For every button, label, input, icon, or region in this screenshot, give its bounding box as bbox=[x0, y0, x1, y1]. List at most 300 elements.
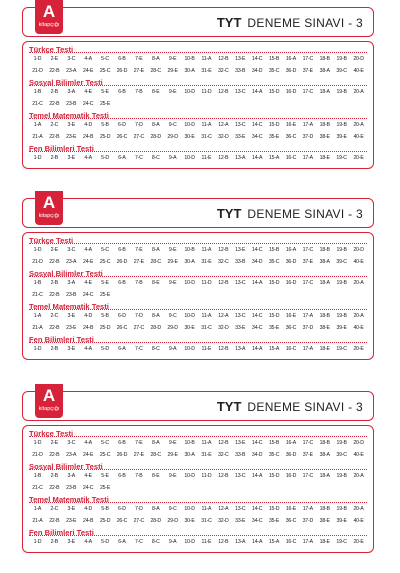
answer-item: 6-B bbox=[118, 89, 126, 95]
answer-item: 7-C bbox=[134, 155, 143, 161]
answer-item: 35-C bbox=[268, 258, 280, 265]
answer-item: 15-A bbox=[268, 346, 280, 352]
answer-item: 8-A bbox=[152, 313, 160, 319]
answer-item: 8-E bbox=[152, 280, 160, 286]
answer-item: 20-D bbox=[353, 56, 364, 62]
answer-grid bbox=[29, 537, 367, 549]
answer-item: 33-B bbox=[235, 451, 246, 458]
answer-item: 6-A bbox=[118, 539, 126, 545]
answer-item: 35-C bbox=[268, 451, 280, 458]
answer-item: 24-B bbox=[83, 324, 94, 331]
answer-item: 37-E bbox=[302, 258, 313, 265]
answer-item: 20-E bbox=[353, 539, 364, 545]
answer-item: 22-B bbox=[49, 291, 60, 298]
answer-item: 25-C bbox=[99, 258, 111, 265]
answer-item: 5-B bbox=[101, 122, 109, 128]
answer-item: 17-A bbox=[302, 506, 313, 512]
answer-item: 14-C bbox=[251, 313, 263, 319]
answer-item: 13-C bbox=[235, 89, 246, 95]
answer-item: 5-C bbox=[101, 440, 109, 446]
answer-item: 14-A bbox=[252, 155, 263, 161]
answer-item: 15-D bbox=[268, 506, 280, 512]
answer-item: 38-A bbox=[319, 67, 330, 74]
answer-item: 14-C bbox=[251, 440, 263, 446]
answer-item: 1-D bbox=[33, 155, 42, 161]
answer-item: 8-A bbox=[152, 56, 160, 62]
answer-item: 16-E bbox=[285, 122, 297, 128]
section-sosyal bbox=[29, 77, 367, 110]
answer-item: 33-E bbox=[235, 133, 246, 140]
answer-key-block-2 bbox=[22, 193, 374, 360]
answer-item: 22-B bbox=[49, 133, 60, 140]
answer-item: 39-E bbox=[336, 517, 347, 524]
answer-item: 12-B bbox=[218, 280, 229, 286]
answer-item: 5-E bbox=[101, 89, 109, 95]
answer-item: 14-A bbox=[252, 539, 263, 545]
answer-item: 21-A bbox=[32, 133, 43, 140]
answer-item: 37-D bbox=[302, 517, 314, 524]
answer-item: 3-E bbox=[67, 313, 75, 319]
answer-item: 12-B bbox=[218, 346, 229, 352]
answer-item: 2-C bbox=[50, 506, 59, 512]
answer-item: 9-A bbox=[168, 155, 177, 161]
answer-grid bbox=[29, 153, 367, 165]
answer-item: 14-A bbox=[252, 346, 263, 352]
answer-item: 37-D bbox=[302, 324, 314, 331]
answer-item: 24-C bbox=[82, 484, 94, 491]
answer-item: 28-D bbox=[150, 324, 161, 331]
answer-item: 11-D bbox=[201, 473, 212, 479]
answer-item: 19-B bbox=[336, 280, 347, 286]
answer-item: 30-A bbox=[184, 258, 195, 265]
answer-item: 19-B bbox=[336, 122, 347, 128]
answer-item: 11-D bbox=[201, 89, 212, 95]
answer-item: 20-A bbox=[353, 89, 364, 95]
answer-item: 23-A bbox=[66, 258, 77, 265]
answer-item: 2-E bbox=[50, 440, 59, 446]
answer-item: 20-A bbox=[353, 313, 364, 319]
answer-item: 35-C bbox=[268, 67, 280, 74]
answer-item: 35-E bbox=[268, 324, 280, 331]
answer-item: 2-B bbox=[50, 155, 59, 161]
answer-item: 13-A bbox=[235, 155, 246, 161]
answer-key-header bbox=[22, 193, 374, 228]
section-title: Sosyal Bilimler Testi bbox=[29, 268, 367, 278]
answer-item: 13-E bbox=[235, 440, 246, 446]
answer-item: 21-A bbox=[32, 517, 43, 524]
answer-item: 26-D bbox=[116, 451, 128, 458]
answer-item: 28-D bbox=[150, 133, 161, 140]
answer-item: 36-D bbox=[285, 451, 297, 458]
answer-item: 23-E bbox=[66, 133, 77, 140]
kitapcik-a-logo: A kitapçığı bbox=[35, 384, 63, 418]
answer-key-body bbox=[22, 41, 374, 169]
answer-item: 27-E bbox=[133, 451, 144, 458]
answer-item: 10-B bbox=[184, 56, 195, 62]
answer-item: 9-C bbox=[168, 313, 177, 319]
answer-item: 25-D bbox=[99, 517, 111, 524]
answer-item: 17-C bbox=[302, 247, 314, 253]
answer-item: 12-A bbox=[218, 122, 229, 128]
answer-item: 4-A bbox=[84, 155, 92, 161]
answer-item: 19-B bbox=[336, 89, 347, 95]
answer-item: 3-C bbox=[67, 56, 76, 62]
answer-item: 31-E bbox=[201, 451, 212, 458]
answer-item: 16-E bbox=[285, 313, 297, 319]
answer-item: 16-D bbox=[285, 473, 297, 479]
answer-item: 9-A bbox=[168, 539, 177, 545]
answer-item: 2-C bbox=[50, 313, 59, 319]
answer-item: 27-C bbox=[133, 517, 145, 524]
answer-item: 19-B bbox=[336, 56, 347, 62]
answer-item: 9-A bbox=[168, 346, 177, 352]
answer-item: 21-D bbox=[32, 67, 43, 74]
answer-item: 11-D bbox=[201, 280, 212, 286]
answer-item: 40-E bbox=[353, 517, 364, 524]
answer-item: 38-A bbox=[319, 258, 330, 265]
answer-item: 6-A bbox=[118, 155, 126, 161]
answer-item: 15-A bbox=[268, 155, 280, 161]
answer-item: 8-C bbox=[151, 346, 160, 352]
answer-item: 5-C bbox=[101, 56, 109, 62]
answer-item: 16-A bbox=[285, 56, 297, 62]
answer-item: 14-A bbox=[252, 473, 263, 479]
answer-item: 1-A bbox=[33, 313, 42, 319]
answer-item: 3-E bbox=[67, 539, 75, 545]
answer-item: 25-D bbox=[99, 324, 111, 331]
answer-item: 16-A bbox=[285, 247, 297, 253]
answer-item: 2-B bbox=[50, 473, 59, 479]
answer-item: 39-C bbox=[336, 258, 347, 265]
answer-grid bbox=[29, 278, 367, 301]
answer-item: 14-A bbox=[252, 280, 263, 286]
answer-item: 4-D bbox=[84, 506, 93, 512]
answer-item: 1-D bbox=[33, 247, 42, 253]
answer-item: 9-E bbox=[168, 56, 177, 62]
answer-item: 18-B bbox=[319, 122, 330, 128]
answer-item: 29-E bbox=[167, 258, 178, 265]
answer-item: 4-E bbox=[84, 280, 92, 286]
answer-item: 29-D bbox=[167, 517, 178, 524]
answer-item: 11-E bbox=[201, 155, 212, 161]
answer-item: 19-C bbox=[336, 346, 347, 352]
answer-key-body bbox=[22, 425, 374, 553]
answer-item: 9-E bbox=[168, 89, 177, 95]
answer-item: 29-D bbox=[167, 133, 178, 140]
answer-item: 22-B bbox=[49, 451, 60, 458]
answer-item: 24-E bbox=[83, 67, 94, 74]
answer-item: 4-D bbox=[84, 313, 93, 319]
answer-item: 24-B bbox=[83, 133, 94, 140]
answer-item: 19-C bbox=[336, 155, 347, 161]
answer-item: 40-E bbox=[353, 451, 364, 458]
section-title: Türkçe Testi bbox=[29, 44, 367, 54]
answer-item: 1-A bbox=[33, 506, 42, 512]
answer-item: 17-C bbox=[302, 440, 314, 446]
answer-item: 6-B bbox=[118, 440, 126, 446]
answer-item: 14-C bbox=[251, 122, 263, 128]
answer-item: 17-A bbox=[302, 122, 313, 128]
answer-grid bbox=[29, 471, 367, 494]
answer-item: 10-D bbox=[184, 473, 195, 479]
answer-item: 10-D bbox=[184, 280, 195, 286]
answer-item: 21-D bbox=[32, 451, 43, 458]
answer-item: 13-C bbox=[235, 280, 246, 286]
answer-item: 6-D bbox=[118, 313, 126, 319]
answer-item: 10-D bbox=[184, 539, 195, 545]
answer-item: 9-E bbox=[168, 473, 177, 479]
answer-item: 12-B bbox=[218, 247, 229, 253]
answer-item: 7-C bbox=[134, 539, 143, 545]
answer-item: 25-E bbox=[99, 484, 111, 491]
answer-item: 3-A bbox=[67, 280, 75, 286]
answer-item: 2-C bbox=[50, 122, 59, 128]
answer-item: 22-B bbox=[49, 517, 60, 524]
answer-item: 19-B bbox=[336, 440, 347, 446]
answer-item: 13-E bbox=[235, 247, 246, 253]
answer-item: 24-E bbox=[83, 258, 94, 265]
answer-item: 11-A bbox=[201, 247, 212, 253]
answer-item: 6-D bbox=[118, 122, 126, 128]
answer-item: 32-C bbox=[218, 67, 229, 74]
answer-item: 32-D bbox=[218, 133, 229, 140]
answer-item: 20-E bbox=[353, 346, 364, 352]
answer-item: 36-C bbox=[285, 324, 297, 331]
answer-item: 18-B bbox=[319, 506, 330, 512]
answer-item: 17-A bbox=[302, 313, 313, 319]
answer-item: 21-D bbox=[32, 258, 43, 265]
answer-item: 17-A bbox=[302, 539, 313, 545]
answer-item: 18-B bbox=[319, 247, 330, 253]
answer-item: 16-C bbox=[285, 155, 297, 161]
answer-item: 30-E bbox=[184, 133, 195, 140]
answer-item: 7-E bbox=[135, 440, 143, 446]
answer-item: 19-B bbox=[336, 506, 347, 512]
answer-item: 40-E bbox=[353, 324, 364, 331]
answer-item: 4-E bbox=[84, 89, 92, 95]
answer-item: 13-A bbox=[235, 539, 246, 545]
answer-item: 26-C bbox=[116, 133, 128, 140]
answer-item: 15-A bbox=[268, 539, 280, 545]
answer-item: 3-C bbox=[67, 247, 76, 253]
answer-item: 21-C bbox=[32, 291, 43, 298]
answer-item: 24-B bbox=[83, 517, 94, 524]
answer-item: 12-B bbox=[218, 155, 229, 161]
answer-item: 14-A bbox=[252, 89, 263, 95]
section-title: Fen Bilimleri Testi bbox=[29, 143, 367, 153]
answer-item: 32-D bbox=[218, 324, 229, 331]
answer-item: 15-D bbox=[268, 122, 280, 128]
section-title: Türkçe Testi bbox=[29, 235, 367, 245]
answer-item: 29-E bbox=[167, 67, 178, 74]
answer-item: 32-D bbox=[218, 517, 229, 524]
answer-item: 1-B bbox=[33, 473, 42, 479]
answer-item: 30-E bbox=[184, 517, 195, 524]
answer-grid bbox=[29, 311, 367, 334]
answer-item: 21-A bbox=[32, 324, 43, 331]
answer-grid bbox=[29, 54, 367, 77]
answer-key-header bbox=[22, 386, 374, 421]
section-sosyal bbox=[29, 461, 367, 494]
answer-item: 5-B bbox=[101, 313, 109, 319]
answer-item: 31-C bbox=[201, 517, 212, 524]
answer-item: 20-D bbox=[353, 440, 364, 446]
section-title: Temel Matematik Testi bbox=[29, 301, 367, 311]
answer-item: 10-B bbox=[184, 440, 195, 446]
section-matematik bbox=[29, 301, 367, 334]
answer-item: 34-C bbox=[251, 517, 263, 524]
answer-item: 26-D bbox=[116, 258, 128, 265]
answer-item: 10-D bbox=[184, 313, 195, 319]
answer-item: 10-B bbox=[184, 247, 195, 253]
answer-key-header bbox=[22, 2, 374, 37]
answer-item: 31-E bbox=[201, 67, 212, 74]
answer-item: 5-E bbox=[101, 280, 109, 286]
answer-item: 34-D bbox=[251, 451, 263, 458]
answer-item: 6-D bbox=[118, 506, 126, 512]
answer-item: 12-A bbox=[218, 506, 229, 512]
answer-grid bbox=[29, 120, 367, 143]
answer-item: 9-E bbox=[168, 247, 177, 253]
answer-item: 18-E bbox=[319, 539, 330, 545]
answer-grid bbox=[29, 504, 367, 527]
answer-item: 7-B bbox=[135, 280, 143, 286]
answer-item: 31-C bbox=[201, 133, 212, 140]
answer-item: 20-A bbox=[353, 506, 364, 512]
answer-item: 1-B bbox=[33, 89, 42, 95]
answer-item: 16-A bbox=[285, 440, 297, 446]
exam-title: TYT DENEME SINAVI - 3 bbox=[216, 399, 363, 414]
answer-item: 20-A bbox=[353, 122, 364, 128]
answer-item: 16-D bbox=[285, 280, 297, 286]
answer-item: 27-C bbox=[133, 324, 145, 331]
answer-item: 7-B bbox=[135, 473, 143, 479]
answer-item: 2-B bbox=[50, 346, 59, 352]
answer-item: 28-C bbox=[150, 67, 161, 74]
answer-item: 15-D bbox=[268, 89, 280, 95]
answer-item: 15-D bbox=[268, 473, 280, 479]
section-sosyal bbox=[29, 268, 367, 301]
answer-item: 36-C bbox=[285, 133, 297, 140]
answer-item: 5-B bbox=[101, 506, 109, 512]
answer-item: 19-B bbox=[336, 247, 347, 253]
answer-grid bbox=[29, 245, 367, 268]
answer-item: 18-B bbox=[319, 440, 330, 446]
answer-item: 37-D bbox=[302, 133, 314, 140]
answer-item: 2-B bbox=[50, 280, 59, 286]
answer-item: 33-B bbox=[235, 258, 246, 265]
answer-item: 7-D bbox=[134, 506, 143, 512]
answer-item: 19-C bbox=[336, 539, 347, 545]
answer-item: 8-C bbox=[151, 155, 160, 161]
answer-item: 35-E bbox=[268, 517, 280, 524]
answer-item: 3-C bbox=[67, 440, 76, 446]
answer-item: 8-A bbox=[152, 247, 160, 253]
answer-item: 2-E bbox=[50, 56, 59, 62]
answer-item: 40-E bbox=[353, 258, 364, 265]
answer-item: 34-C bbox=[251, 324, 263, 331]
answer-item: 13-E bbox=[235, 56, 246, 62]
section-title: Temel Matematik Testi bbox=[29, 110, 367, 120]
answer-item: 16-C bbox=[285, 539, 297, 545]
answer-item: 9-C bbox=[168, 506, 177, 512]
answer-item: 1-D bbox=[33, 346, 42, 352]
answer-item: 8-A bbox=[152, 122, 160, 128]
answer-item: 17-C bbox=[302, 473, 314, 479]
answer-item: 38-E bbox=[319, 324, 330, 331]
answer-item: 22-B bbox=[49, 484, 60, 491]
section-title: Temel Matematik Testi bbox=[29, 494, 367, 504]
answer-item: 20-D bbox=[353, 247, 364, 253]
answer-item: 23-A bbox=[66, 67, 77, 74]
answer-item: 19-B bbox=[336, 473, 347, 479]
kitapcik-a-logo: A kitapçığı bbox=[35, 0, 63, 34]
answer-item: 2-B bbox=[50, 539, 59, 545]
answer-item: 39-E bbox=[336, 133, 347, 140]
answer-item: 5-D bbox=[101, 539, 109, 545]
answer-item: 13-C bbox=[235, 313, 246, 319]
answer-item: 28-C bbox=[150, 258, 161, 265]
answer-grid bbox=[29, 344, 367, 356]
answer-item: 3-A bbox=[67, 473, 75, 479]
answer-item: 32-C bbox=[218, 451, 229, 458]
answer-item: 18-E bbox=[319, 155, 330, 161]
answer-item: 3-E bbox=[67, 506, 75, 512]
answer-item: 11-A bbox=[201, 506, 212, 512]
section-matematik bbox=[29, 110, 367, 143]
answer-item: 30-E bbox=[184, 324, 195, 331]
answer-item: 15-B bbox=[268, 440, 280, 446]
answer-item: 34-D bbox=[251, 67, 263, 74]
section-title: Fen Bilimleri Testi bbox=[29, 334, 367, 344]
section-title: Sosyal Bilimler Testi bbox=[29, 77, 367, 87]
answer-item: 1-D bbox=[33, 539, 42, 545]
answer-item: 7-E bbox=[135, 247, 143, 253]
answer-item: 8-C bbox=[151, 539, 160, 545]
answer-item: 22-B bbox=[49, 324, 60, 331]
answer-item: 29-D bbox=[167, 324, 178, 331]
answer-item: 16-E bbox=[285, 506, 297, 512]
answer-item: 13-A bbox=[235, 346, 246, 352]
answer-item: 27-E bbox=[133, 258, 144, 265]
answer-item: 1-A bbox=[33, 122, 42, 128]
answer-item: 14-C bbox=[251, 56, 263, 62]
answer-item: 12-B bbox=[218, 539, 229, 545]
answer-item: 8-A bbox=[152, 506, 160, 512]
answer-item: 3-E bbox=[67, 155, 75, 161]
answer-item: 1-B bbox=[33, 280, 42, 286]
answer-item: 18-B bbox=[319, 56, 330, 62]
answer-item: 40-E bbox=[353, 67, 364, 74]
answer-item: 22-B bbox=[49, 67, 60, 74]
answer-item: 4-A bbox=[84, 56, 92, 62]
answer-item: 26-C bbox=[116, 517, 128, 524]
answer-item: 33-B bbox=[235, 67, 246, 74]
answer-item: 35-E bbox=[268, 133, 280, 140]
answer-item: 12-B bbox=[218, 56, 229, 62]
answer-item: 36-D bbox=[285, 67, 297, 74]
answer-item: 37-E bbox=[302, 67, 313, 74]
answer-item: 17-A bbox=[302, 346, 313, 352]
answer-item: 6-B bbox=[118, 473, 126, 479]
answer-item: 30-A bbox=[184, 451, 195, 458]
answer-item: 10-D bbox=[184, 122, 195, 128]
answer-item: 29-E bbox=[167, 451, 178, 458]
answer-item: 9-E bbox=[168, 280, 177, 286]
answer-item: 23-B bbox=[66, 100, 77, 107]
answer-item: 7-C bbox=[134, 346, 143, 352]
answer-item: 2-E bbox=[50, 247, 59, 253]
